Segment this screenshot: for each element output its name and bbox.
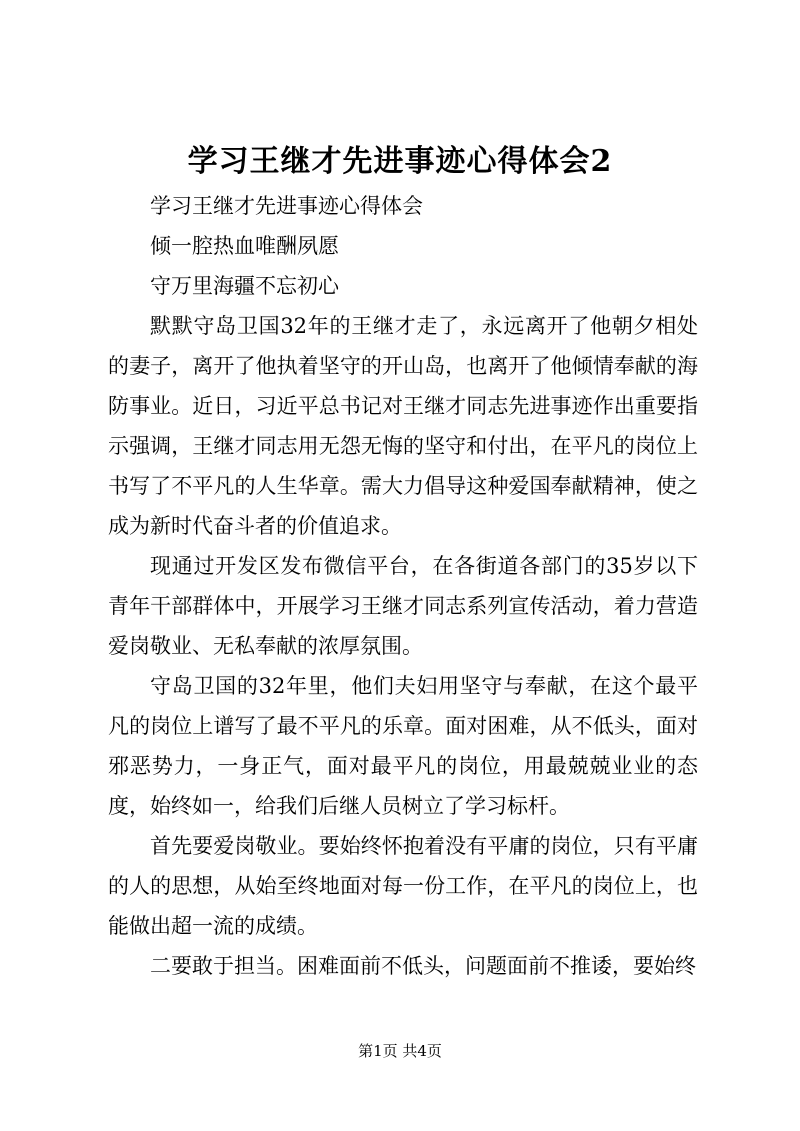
paragraph: 现通过开发区发布微信平台，在各街道各部门的35岁以下青年干部群体中，开展学习王继才同志系列宣传活动，着力营造爱岗敬业、无私奉献的浓厚氛围。 (108, 554, 698, 658)
paragraph: 首先要爱岗敬业。要始终怀抱着没有平庸的岗位，只有平庸的人的思想，从始至终地面对每一份工作，在平凡的岗位上，也能做出超一流的成绩。 (108, 834, 698, 938)
document-title: 学习王继才先进事迹心得体会2 (187, 144, 613, 179)
paragraph-subtitle: 学习王继才先进事迹心得体会 (150, 194, 423, 218)
paragraph: 守岛卫国的32年里，他们夫妇用坚守与奉献，在这个最平凡的岗位上谱写了最不平凡的乐章。面对困难，从不低头，面对邪恶势力，一身正气，面对最平凡的岗位，用最兢兢业业的态度，始终如一，给我们后继人员树立了学习标杆。 (108, 674, 698, 818)
paragraph: 二要敢于担当。困难面前不低头，问题面前不推诿，要始终 (150, 954, 696, 978)
paragraph-motto-line-2: 守万里海疆不忘初心 (150, 274, 339, 298)
document-body (108, 186, 698, 986)
paragraph-motto-line-1: 倾一腔热血唯酬夙愿 (150, 234, 339, 258)
page-number-footer: 第1页 共4页 (358, 1042, 442, 1060)
paragraph: 默默守岛卫国32年的王继才走了，永远离开了他朝夕相处的妻子，离开了他执着坚守的开山岛，也离开了他倾情奉献的海防事业。近日，习近平总书记对王继才同志先进事迹作出重要指示强调，王继才同志用无怨无悔的坚守和付出，在平凡的岗位上书写了不平凡的人生华章。需大力倡导这种爱国奉献精神，使之成为新时代奋斗者的价值追求。 (108, 314, 698, 538)
